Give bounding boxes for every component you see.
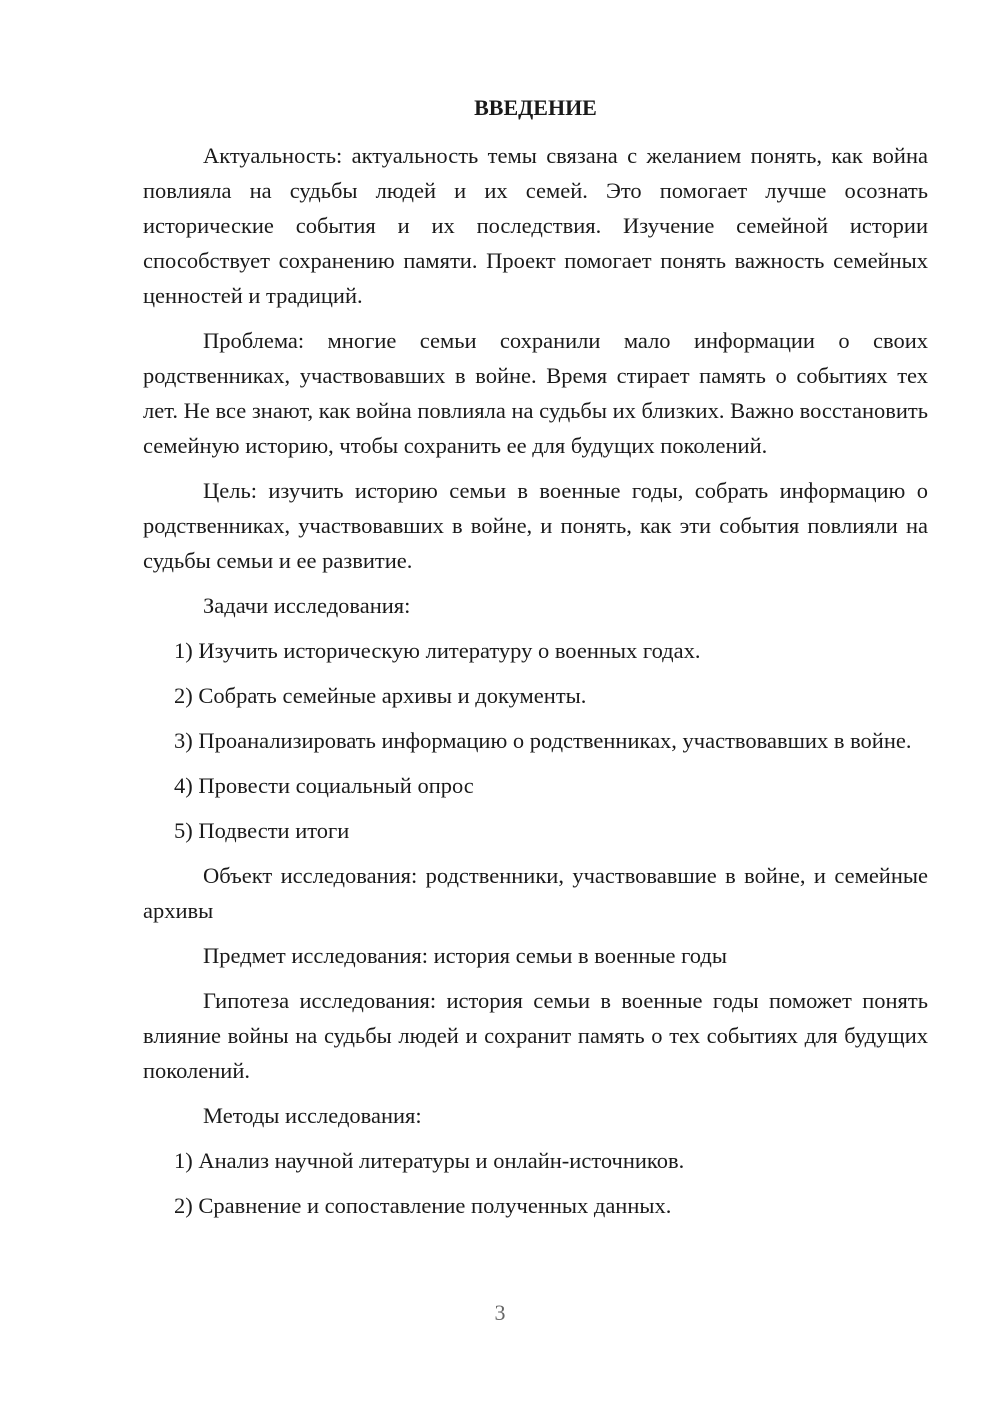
hypothesis-paragraph: Гипотеза исследования: история семьи в военные годы поможет понять влияние войны на судьбы людей и сохранит память о тех событиях для будущих поколений.	[143, 988, 928, 1083]
task-item-3: 3) Проанализировать информацию о родственниках, участвовавших в войне.	[174, 728, 912, 753]
tasks-heading: Задачи исследования:	[203, 593, 411, 618]
section-title: ВВЕДЕНИЕ	[474, 95, 597, 120]
relevance-paragraph: Актуальность: актуальность темы связана с желанием понять, как война повлияла на судьбы людей и их семей. Это помогает лучше осознать исторические события и их последствия. Изучение семейной истории способствует сохранению памяти. Проект помогает понять важность семейных ценностей и традиций.	[143, 143, 928, 308]
method-item-1: 1) Анализ научной литературы и онлайн-источников.	[174, 1148, 685, 1173]
task-item-4: 4) Провести социальный опрос	[174, 773, 474, 798]
subject-paragraph: Предмет исследования: история семьи в военные годы	[203, 943, 727, 968]
task-item-2: 2) Собрать семейные архивы и документы.	[174, 683, 587, 708]
methods-heading: Методы исследования:	[203, 1103, 422, 1128]
object-paragraph: Объект исследования: родственники, участвовавшие в войне, и семейные архивы	[143, 863, 928, 923]
goal-paragraph: Цель: изучить историю семьи в военные годы, собрать информацию о родственниках, участвовавших в войне, и понять, как эти события повлияли на судьбы семьи и ее развитие.	[143, 478, 928, 573]
page-number: 3	[494, 1300, 506, 1325]
problem-paragraph: Проблема: многие семьи сохранили мало информации о своих родственниках, участвовавших в войне. Время стирает память о событиях тех лет. Не все знают, как война повлияла на судьбы их близких. Важно восстановить семейную историю, чтобы сохранить ее для будущих поколений.	[143, 328, 928, 458]
method-item-2: 2) Сравнение и сопоставление полученных данных.	[174, 1193, 672, 1218]
document-page	[143, 92, 928, 1233]
task-item-5: 5) Подвести итоги	[174, 818, 350, 843]
task-item-1: 1) Изучить историческую литературу о военных годах.	[174, 638, 701, 663]
